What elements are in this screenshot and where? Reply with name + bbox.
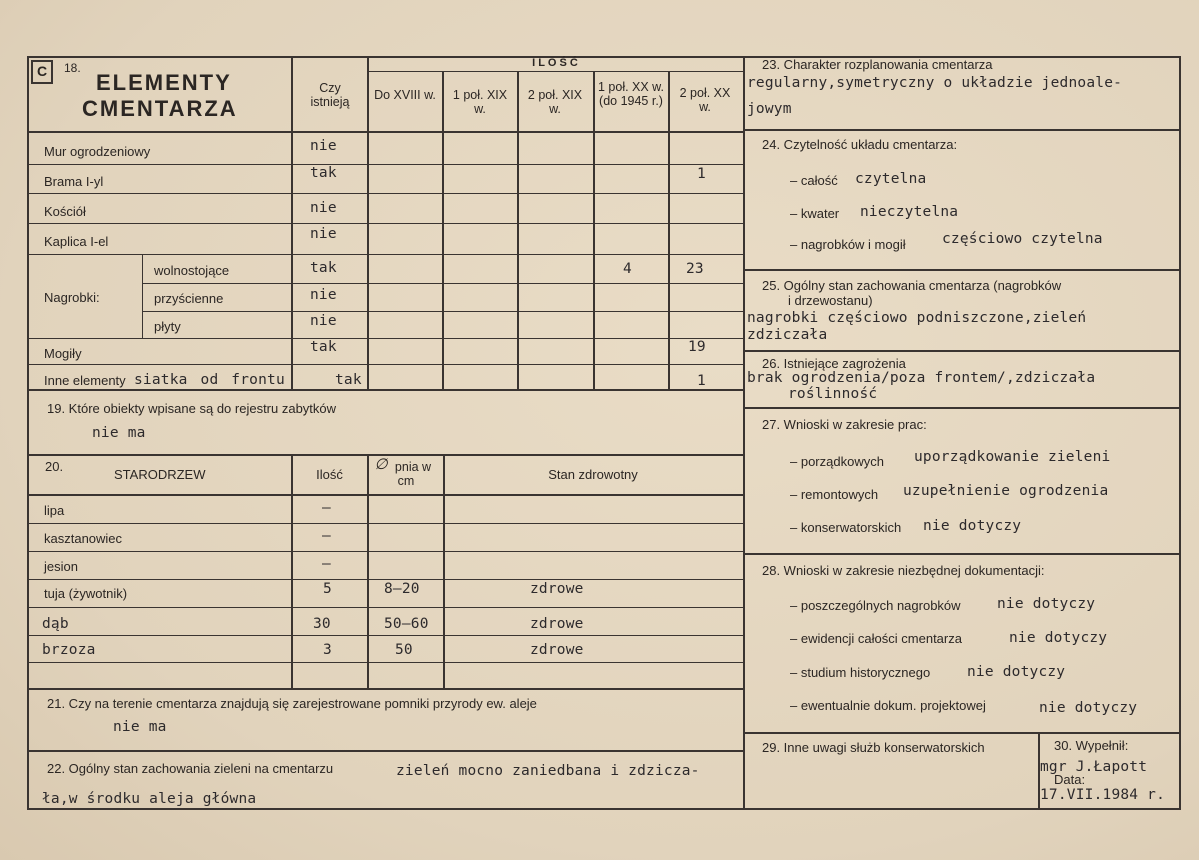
q28-item-label-studium: – studium historycznego	[790, 665, 931, 680]
q28-item-label-nagrobkow: – poszczególnych nagrobków	[790, 598, 961, 613]
nagrobki-przyscienne-exists: nie	[310, 287, 337, 303]
q27-item-answer-porzadkowych: uporządkowanie zieleni	[914, 449, 1111, 465]
row-line	[27, 579, 743, 580]
trees-col-health: Stan zdrowotny	[548, 467, 638, 482]
mogily-label: Mogiły	[44, 346, 82, 361]
q24-item-label-kwater: – kwater	[790, 206, 840, 221]
col-exists-header: Czy istnieją	[310, 81, 350, 110]
q25-answer-line1: nagrobki częściowo podniszczone,zieleń	[747, 310, 1087, 326]
tree-health-tuja: zdrowe	[530, 581, 584, 597]
tree-count-lipa: –	[322, 500, 331, 516]
s18-col-line	[517, 72, 519, 390]
row-2xx-brama: 1	[697, 166, 706, 182]
row-label-mur: Mur ogrodzeniowy	[44, 144, 151, 159]
q29-label: 29. Inne uwagi służb konserwatorskich	[762, 740, 985, 755]
tree-count-jesion: –	[322, 556, 331, 572]
s18-col-line	[442, 72, 444, 390]
tree-count-brzoza: 3	[323, 642, 332, 658]
row-line	[142, 283, 743, 284]
nagrobki-wolnostojace-1xx: 4	[623, 261, 632, 277]
nagrobki-plyty-label: płyty	[154, 319, 181, 334]
trees-col-diam: pnia w cm	[394, 460, 432, 489]
q21-label: 21. Czy na terenie cmentarza znajdują się zarejestrowane pomniki przyrody ew. aleje	[47, 696, 537, 711]
tree-diam-tuja: 8–20	[384, 581, 420, 597]
q22-label: 22. Ogólny stan zachowania zieleni na cmentarzu	[47, 761, 334, 776]
trees-title: STARODRZEW	[114, 467, 206, 482]
ilosc-underline	[367, 71, 743, 72]
q27-item-answer-konserwatorskich: nie dotyczy	[923, 518, 1022, 534]
q27-item-answer-remontowych: uzupełnienie ogrodzenia	[903, 483, 1109, 499]
tree-count-dab: 30	[313, 616, 331, 632]
s20-col-line	[367, 455, 369, 688]
row-label-kaplica: Kaplica I-el	[44, 234, 109, 249]
row-line	[27, 338, 743, 339]
frame-left	[27, 56, 29, 810]
row-line	[27, 635, 743, 636]
section-letter-box: C	[31, 60, 53, 84]
row-line	[27, 164, 743, 165]
s18-col-line	[668, 72, 670, 390]
q28-item-answer-nagrobkow: nie dotyczy	[997, 596, 1096, 612]
tree-name-tuja: tuja (żywotnik)	[44, 586, 128, 601]
s27-bottom	[743, 553, 1181, 555]
q23-answer-line1: regularny,symetryczny o układzie jednoale-	[747, 75, 1123, 91]
tree-diam-dab: 50–60	[384, 616, 429, 632]
q22-answer-line1: zieleń mocno zaniedbana i zdzicza-	[396, 763, 700, 779]
col-1xx-header: 1 poł. XX w. (do 1945 r.)	[597, 80, 664, 109]
mogily-2xx: 19	[688, 339, 706, 355]
tree-name-lipa: lipa	[44, 503, 65, 518]
inne-exists: tak	[335, 372, 362, 388]
q30-date-label: Data:	[1054, 772, 1086, 787]
q28-label: 28. Wnioski w zakresie niezbędnej dokumentacji:	[762, 563, 1045, 578]
diameter-icon: ∅	[374, 456, 388, 473]
row-line	[27, 607, 743, 608]
mogily-exists: tak	[310, 339, 337, 355]
row-line	[27, 193, 743, 194]
q28-item-answer-studium: nie dotyczy	[967, 664, 1066, 680]
nagrobki-wolnostojace-exists: tak	[310, 260, 337, 276]
row-line	[27, 254, 743, 255]
tree-health-brzoza: zdrowe	[530, 642, 584, 658]
q30-name: mgr J.Łapott	[1040, 759, 1148, 775]
q26-answer-line2: roślinność	[788, 386, 878, 402]
s20-col-line	[443, 455, 445, 688]
row-line	[27, 551, 743, 552]
s25-bottom	[743, 350, 1181, 352]
q28-item-answer-ewidencji: nie dotyczy	[1009, 630, 1108, 646]
row-line	[27, 223, 743, 224]
s20-header-bottom	[27, 494, 743, 496]
s26-bottom	[743, 407, 1181, 409]
tree-diam-brzoza: 50	[395, 642, 413, 658]
q28-item-label-ewidencji: – ewidencji całości cmentarza	[790, 631, 962, 646]
s18-col-line	[593, 72, 595, 390]
row-exists-kosciol: nie	[310, 200, 337, 216]
section-title-line2: CMENTARZA	[82, 96, 238, 121]
s21-bottom	[27, 750, 743, 752]
section-title-line1: ELEMENTY	[96, 70, 232, 95]
q19-label: 19. Które obiekty wpisane są do rejestru zabytków	[47, 401, 337, 416]
tree-name-dab: dąb	[42, 616, 69, 632]
q23-answer-line2: jowym	[747, 101, 792, 117]
q27-item-label-porzadkowych: – porządkowych	[790, 454, 884, 469]
q25-label-line2: i drzewostanu)	[788, 293, 873, 308]
nagrobki-plyty-exists: nie	[310, 313, 337, 329]
trees-col-count: Ilość	[316, 467, 343, 482]
q24-label: 24. Czytelność układu cmentarza:	[762, 137, 958, 152]
q26-label: 26. Istniejące zagrożenia	[762, 356, 906, 371]
row-exists-mur: nie	[310, 138, 337, 154]
col-xviii-header: Do XVIII w.	[374, 88, 436, 102]
q28-item-answer-projektowej: nie dotyczy	[1039, 700, 1138, 716]
q28-item-label-projektowej: – ewentualnie dokum. projektowej	[790, 698, 986, 713]
tree-count-kasztanowiec: –	[322, 528, 331, 544]
q26-answer-line1: brak ogrodzenia/poza frontem/,zdziczała	[747, 370, 1096, 386]
q24-item-label-nagrobkow: – nagrobków i mogił	[790, 237, 906, 252]
center-divider	[743, 56, 745, 810]
section-number: 18.	[64, 61, 81, 75]
q24-item-label-calosc: – całość	[790, 173, 838, 188]
q25-answer-line2: zdziczała	[747, 327, 828, 343]
col-2xix-header: 2 poł. XIX w.	[527, 88, 583, 117]
row-line	[27, 364, 743, 365]
s24-bottom	[743, 269, 1181, 271]
col-1xix-header: 1 poł. XIX w.	[452, 88, 508, 117]
q21-answer: nie ma	[113, 719, 167, 735]
q24-item-answer-calosc: czytelna	[855, 171, 927, 187]
row-line	[142, 311, 743, 312]
row-line	[27, 662, 743, 663]
s20-bottom	[27, 688, 743, 690]
tree-name-jesion: jesion	[44, 559, 78, 574]
q25-label-line1: 25. Ogólny stan zachowania cmentarza (nagrobków	[762, 278, 1062, 293]
q24-item-answer-kwater: nieczytelna	[860, 204, 959, 220]
frame-right	[1179, 56, 1181, 810]
s23-bottom	[743, 129, 1181, 131]
q30-date: 17.VII.1984 r.	[1040, 787, 1166, 803]
nagrobki-divider	[142, 255, 143, 339]
s20-col-line	[291, 455, 293, 688]
col-2xx-header: 2 poł. XX w.	[679, 86, 731, 115]
q27-label: 27. Wnioski w zakresie prac:	[762, 417, 927, 432]
nagrobki-wolnostojace-label: wolnostojące	[154, 263, 230, 278]
tree-name-kasztanowiec: kasztanowiec	[44, 531, 123, 546]
row-label-kosciol: Kościół	[44, 204, 86, 219]
inne-label: Inne elementy	[44, 373, 126, 388]
q22-answer-line2: ła,w środku aleja główna	[42, 791, 257, 807]
inne-typed: siatka od frontu	[134, 372, 285, 388]
nagrobki-przyscienne-label: przyścienne	[154, 291, 224, 306]
q27-item-label-konserwatorskich: – konserwatorskich	[790, 520, 902, 535]
q19-answer: nie ma	[92, 425, 146, 441]
nagrobki-label: Nagrobki:	[44, 290, 100, 305]
tree-count-tuja: 5	[323, 581, 332, 597]
nagrobki-wolnostojace-2xx: 23	[686, 261, 704, 277]
q23-label: 23. Charakter rozplanowania cmentarza	[762, 57, 993, 72]
row-exists-brama: tak	[310, 165, 337, 181]
q24-item-answer-nagrobkow: częściowo czytelna	[942, 231, 1103, 247]
q30-label: 30. Wypełnił:	[1054, 738, 1129, 753]
s28-bottom	[743, 732, 1181, 734]
s18-header-bottom	[27, 131, 743, 133]
row-exists-kaplica: nie	[310, 226, 337, 242]
row-label-brama: Brama I-yl	[44, 174, 104, 189]
row-line	[27, 523, 743, 524]
tree-health-dab: zdrowe	[530, 616, 584, 632]
tree-name-brzoza: brzoza	[42, 642, 96, 658]
ilosc-header: I L O Ś Ć	[532, 57, 578, 69]
inne-2xx: 1	[697, 373, 706, 389]
trees-section-no: 20.	[45, 459, 64, 474]
q27-item-label-remontowych: – remontowych	[790, 487, 879, 502]
